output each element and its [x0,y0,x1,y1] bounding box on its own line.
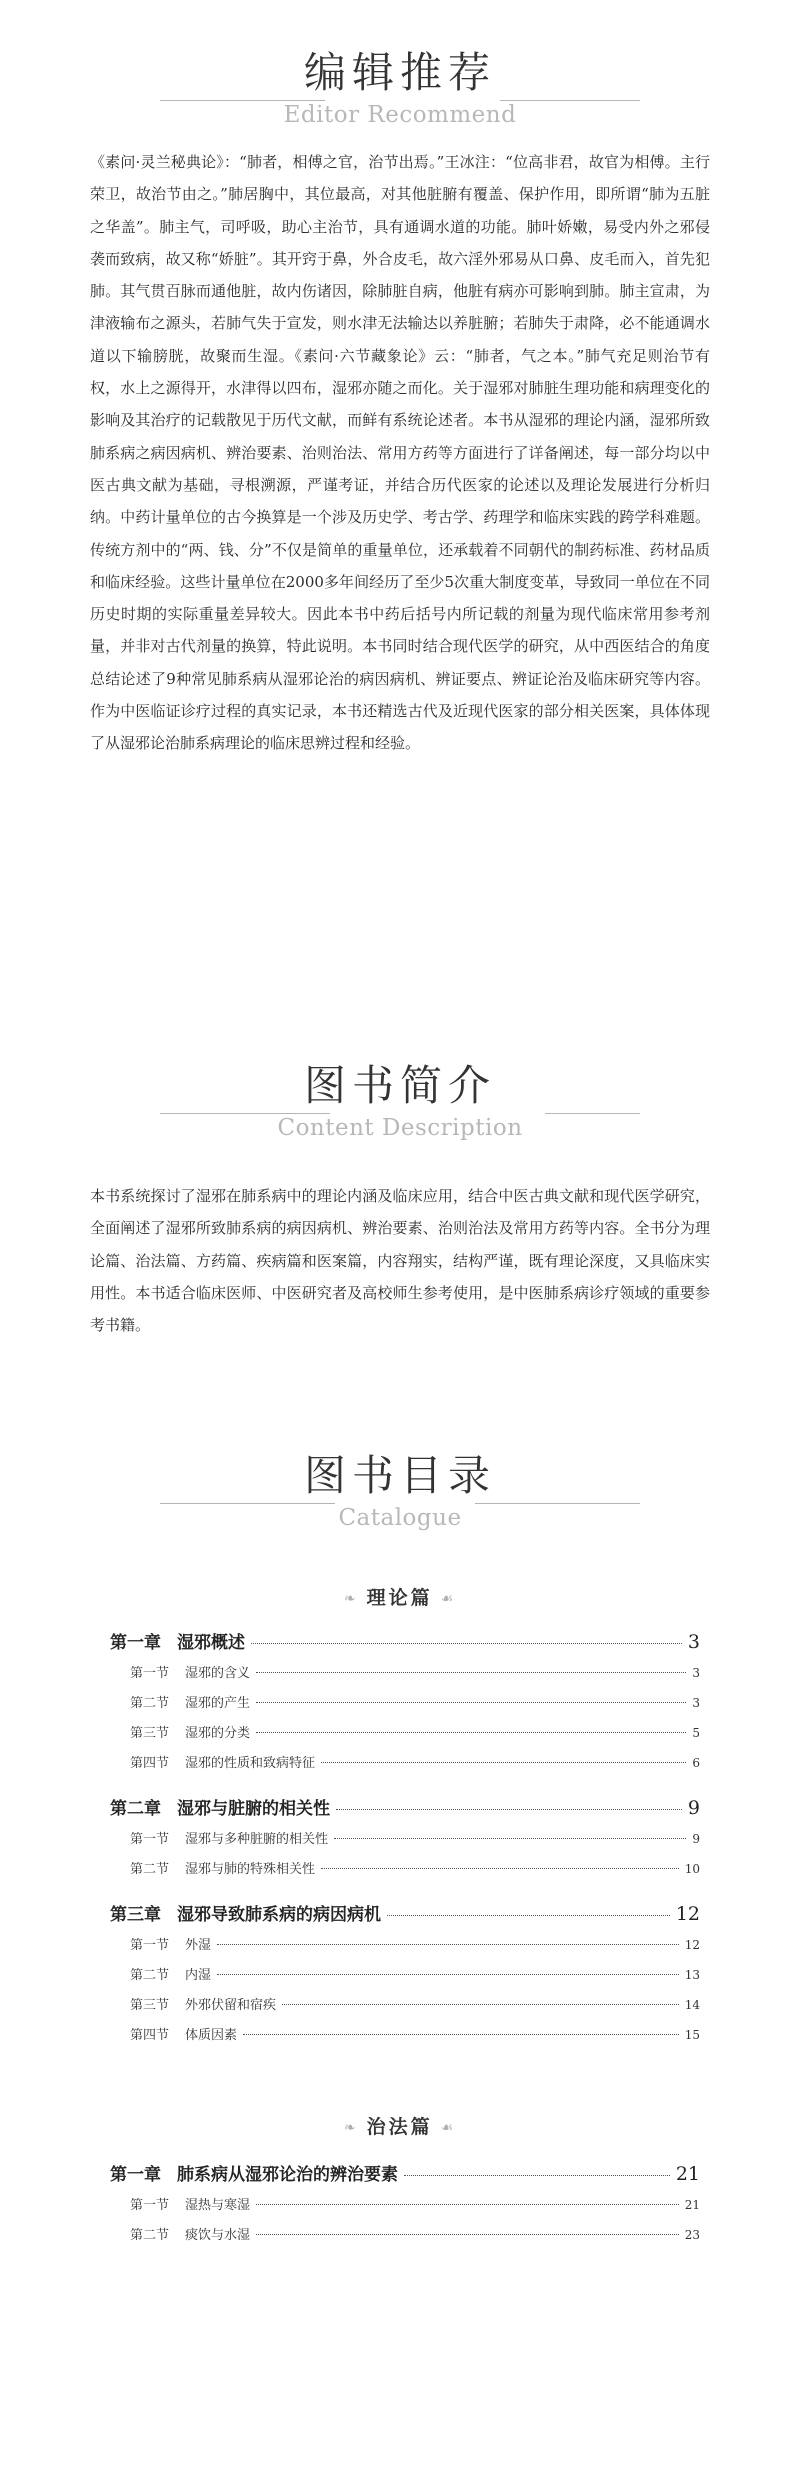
content-rule-left [160,1113,330,1114]
toc-section-title: 湿邪与多种脏腑的相关性 [185,1832,329,1847]
toc-page-number: 12 [675,1903,700,1925]
part-header-theory [0,1583,800,1610]
content-header [0,1061,800,1141]
toc-page-number: 12 [684,1938,700,1952]
editor-header [0,48,800,128]
toc-section-title: 湿邪与肺的特殊相关性 [185,1862,316,1877]
toc-section[interactable] [110,1722,700,1741]
toc-leader [387,1915,670,1916]
toc-section[interactable] [110,1752,700,1771]
toc-page-number: 13 [684,1968,700,1982]
toc-leader [217,1974,679,1975]
toc-page-number: 9 [692,1832,700,1846]
toc-leader [321,1762,686,1763]
toc-chapter[interactable] [110,1794,700,1819]
toc-section-num: 第一节 [130,1832,170,1847]
toc-section-num: 第一节 [130,1666,170,1681]
part-header-methods [0,2112,800,2139]
toc-section-title: 湿邪的含义 [185,1666,251,1681]
toc-chapter-title: 湿邪概述 [177,1633,245,1653]
toc-page-number: 23 [684,2228,700,2242]
toc-section-num: 第二节 [130,1696,170,1711]
flourish-left-icon: ❧ [343,2119,359,2136]
catalogue-rule-right [475,1503,640,1504]
toc-chapter-num: 第三章 [110,1905,161,1925]
toc-section[interactable] [110,1994,700,2013]
toc-page-number: 5 [692,1726,700,1740]
editor-subtitle: Editor Recommend [283,102,517,128]
toc-chapter-title: 湿邪导致肺系病的病因病机 [177,1905,381,1925]
toc-section-title: 湿邪的性质和致病特征 [185,1756,316,1771]
toc-section-title: 外湿 [185,1938,212,1953]
editor-rule-right [500,100,640,101]
part-name: 治法篇 [366,2116,433,2138]
toc-leader [282,2004,679,2005]
toc-page-number: 21 [675,2163,700,2185]
flourish-right-icon: ☙ [440,2119,457,2136]
toc-section[interactable] [110,1692,700,1711]
content-subtitle: Content Description [277,1115,523,1141]
content-title: 图书简介 [303,1061,496,1110]
toc-section[interactable] [110,1662,700,1681]
catalogue-title: 图书目录 [303,1451,496,1500]
toc-section-num: 第一节 [130,2198,170,2213]
flourish-left-icon: ❧ [343,1590,359,1607]
toc-section-num: 第二节 [130,1968,170,1983]
flourish-right-icon: ☙ [440,1590,457,1607]
toc-part-theory [110,1628,700,2048]
toc-section[interactable] [110,2024,700,2043]
toc-section-title: 内湿 [185,1968,212,1983]
toc-section-title: 湿邪的产生 [185,1696,251,1711]
catalogue-subtitle: Catalogue [338,1505,462,1531]
editor-title: 编辑推荐 [303,48,496,97]
toc-section-title: 体质因素 [185,2028,238,2043]
toc-leader [256,2234,679,2235]
content-paragraph: 本书系统探讨了湿邪在肺系病中的理论内涵及临床应用，结合中医古典文献和现代医学研究，全面阐述了湿邪所致肺系病的病因病机、辨治要素、治则治法及常用方药等内容。全书分为理论篇、治法篇、方药篇、疾病篇和医案篇，内容翔实，结构严谨，既有理论深度，又具临床实用性。本书适合临床医师、中医研究者及高校师生参考使用，是中医肺系病诊疗领域的重要参考书籍。 [90,1187,710,1335]
toc-section-title: 痰饮与水湿 [185,2228,251,2243]
toc-section-num: 第三节 [130,1726,170,1741]
part-name: 理论篇 [366,1587,433,1609]
toc-chapter[interactable] [110,2160,700,2185]
toc-page-number: 3 [687,1631,700,1653]
content-rule-right [545,1113,640,1114]
toc-leader [256,1672,686,1673]
toc-leader [334,1838,686,1839]
editor-paragraph: 《素问·灵兰秘典论》：“肺者，相傅之官，治节出焉。”王冰注：“位高非君，故官为相傅。主行荣卫，故治节由之。”肺居胸中，其位最高，对其他脏腑有覆盖、保护作用，即所谓“肺为五脏之华盖”。肺主气，司呼吸，助心主治节，具有通调水道的功能。肺叶娇嫩，易受内外之邪侵袭而致病，故又称“娇脏”。其开窍于鼻，外合皮毛，故六淫外邪易从口鼻、皮毛而入，首先犯肺。其气贯百脉而通他脏，故内伤诸因，除肺脏自病，他脏有病亦可影响到肺。肺主宣肃，为津液输布之源头，若肺气失于宣发，则水津无法输达以养脏腑；若肺失于肃降，必不能通调水道以下输膀胱，故聚而生湿。《素问·六节藏象论》云：“肺者，气之本。”肺气充足则治节有权，水上之源得开，水津得以四布，湿邪亦随之而化。关于湿邪对肺脏生理功能和病理变化的影响及其治疗的记载散见于历代文献，而鲜有系统论述者。本书从湿邪的理论内涵，湿邪所致肺系病之病因病机、辨治要素、治则治法、常用方药等方面进行了详备阐述，每一部分均以中医古典文献为基础，寻根溯源，严谨考证，并结合历代医家的论述以及理论发展进行分析归纳。中药计量单位的古今换算是一个涉及历史学、考古学、药理学和临床实践的跨学科难题。传统方剂中的“两、钱、分”不仅是简单的重量单位，还承载着不同朝代的制药标准、药材品质和临床经验。这些计量单位在2000多年间经历了至少5次重大制度变革，导致同一单位在不同历史时期的实际重量差异较大。因此本书中药后括号内所记载的剂量为现代临床常用参考剂量，并非对古代剂量的换算，特此说明。本书同时结合现代医学的研究，从中西医结合的角度总结论述了9种常见肺系病从湿邪论治的病因病机、辨证要点、辨证论治及临床研究等内容。作为中医临证诊疗过程的真实记录，本书还精选古代及近现代医家的部分相关医案，具体体现了从湿邪论治肺系病理论的临床思辨过程和经验。 [90,153,710,753]
toc-leader [217,1944,679,1945]
toc-leader [256,1702,686,1703]
toc-part-methods [110,2160,700,2270]
toc-page-number: 3 [692,1666,700,1680]
toc-page-number: 3 [692,1696,700,1710]
toc-page-number: 9 [687,1797,700,1819]
toc-section-title: 湿热与寒湿 [185,2198,251,2213]
toc-leader [321,1868,679,1869]
toc-chapter-num: 第一章 [110,1633,161,1653]
toc-page-number: 6 [692,1756,700,1770]
toc-section-num: 第四节 [130,2028,170,2043]
toc-section[interactable] [110,1828,700,1847]
toc-section-num: 第三节 [130,1998,170,2013]
toc-chapter[interactable] [110,1900,700,1925]
toc-section[interactable] [110,1858,700,1877]
toc-leader [243,2034,679,2035]
toc-leader [404,2175,670,2176]
editor-rule-left [160,100,325,101]
toc-section-num: 第二节 [130,2228,170,2243]
toc-section[interactable] [110,2224,700,2243]
toc-section-title: 湿邪的分类 [185,1726,251,1741]
toc-leader [256,2204,679,2205]
toc-section-num: 第一节 [130,1938,170,1953]
catalogue-rule-left [160,1503,335,1504]
toc-leader [251,1643,682,1644]
toc-section-num: 第四节 [130,1756,170,1771]
toc-section[interactable] [110,1934,700,1953]
toc-section-title: 外邪伏留和宿疾 [185,1998,277,2013]
toc-chapter-title: 湿邪与脏腑的相关性 [177,1799,330,1819]
toc-chapter-num: 第一章 [110,2165,161,2185]
toc-chapter[interactable] [110,1628,700,1653]
toc-chapter-num: 第二章 [110,1799,161,1819]
toc-page-number: 21 [684,2198,700,2212]
toc-page-number: 15 [684,2028,700,2042]
toc-section[interactable] [110,2194,700,2213]
toc-leader [256,1732,686,1733]
catalogue-header [0,1451,800,1531]
toc-page-number: 10 [684,1862,700,1876]
toc-chapter-title: 肺系病从湿邪论治的辨治要素 [177,2165,398,2185]
toc-section-num: 第二节 [130,1862,170,1877]
toc-leader [336,1809,682,1810]
toc-section[interactable] [110,1964,700,1983]
toc-page-number: 14 [684,1998,700,2012]
